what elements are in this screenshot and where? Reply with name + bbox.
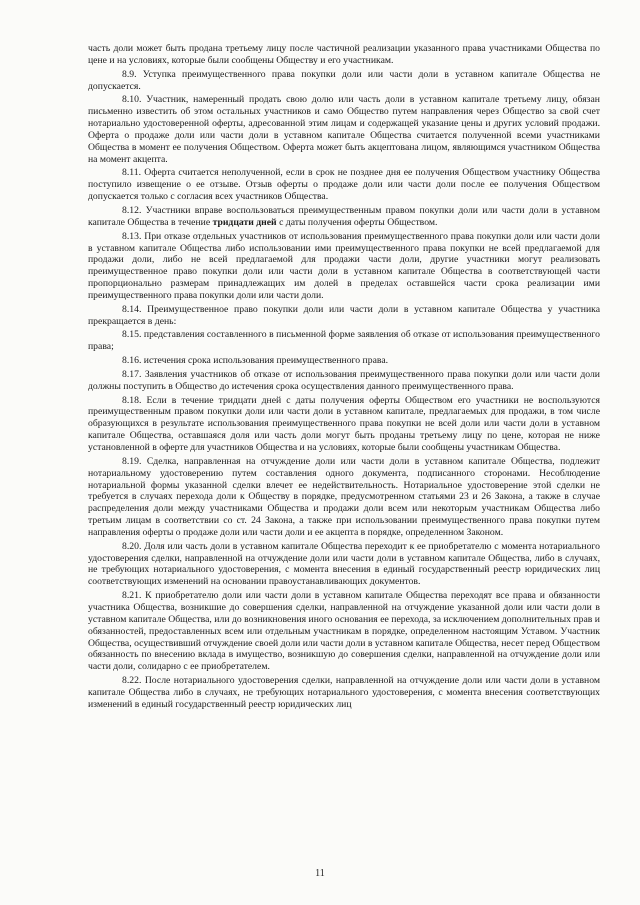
paragraph: часть доли может быть продана третьему лицу после частичной реализации указанного права участниками Общества по цене и на условиях, которые были сообщены Обществу и его участникам. <box>88 43 600 66</box>
paragraph-8-22: 8.22. После нотариального удостоверения сделки, направленной на отчуждение доли или части доли в уставном капитале Общества либо в случаях, не требующих нотариального удостоверения, с момента внесения соответствующих изменений в единый государственный реестр юридических лиц <box>88 675 600 710</box>
paragraph-8-11: 8.11. Оферта считается неполученной, если в срок не позднее дня ее получения Обществом участнику Общества поступило извещение о ее отзыве. Отзыв оферты о продаже доли или части доли после ее получения Обществом допускается только с согласия всех участников Общества. <box>88 167 600 203</box>
paragraph-8-12-start: 8.12. Участники вправе воспользоваться преимущественным правом покупки доли или части доли в уставном капитале Общества в течение <box>88 204 600 228</box>
paragraph-8-21: 8.21. К приобретателю доли или части доли в уставном капитале Общества переходят все права и обязанности участника Общества, возникшие до совершения сделки, направленной на отчуждение указанной доли или части доли в уставном капитале Общества, или до возникновения иного основания ее перехода, за исключением дополнительных прав и обязанностей, предоставленных всем или отдельным участникам в порядке, определенном настоящим Уставом. Участник Общества, осуществивший отчуждение своей доли или части доли в уставном капитале Общества, несет перед Обществом обязанность по внесению вклада в имущество, возникшую до совершения сделки, направленной на отчуждение доли или части доли, солидарно с ее приобретателем. <box>88 590 600 673</box>
paragraph-8-9: 8.9. Уступка преимущественного права покупки доли или части доли в уставном капитале Общества не допускается. <box>88 68 600 92</box>
document-body <box>88 43 600 713</box>
paragraph-8-17: 8.17. Заявления участников об отказе от использования преимущественного права покупки доли или части доли должны поступить в Общество до истечения срока осуществления данного преимущественного права. <box>88 368 600 392</box>
paragraph-8-19: 8.19. Сделка, направленная на отчуждение доли или части доли в уставном капитале Общества, подлежит нотариальному удостоверению путем составления одного документа, подписанного сторонами. Несоблюдение нотариальной формы указанной сделки влечет ее недействительность. Нотариальное удостоверение этой сделки не требуется в случаях перехода доли к Обществу в порядке, предусмотренном статьями 23 и 26 Закона, а также в случае распределения доли между участниками Общества и продажи доли всем или некоторым участникам Общества либо третьим лицам в соответствии со ст. 24 Закона, а также при использовании преимущественного права покупки путем направления оферты о продаже доли или части доли и ее акцепта в порядке, определенном Законом. <box>88 455 600 538</box>
paragraph-8-18: 8.18. Если в течение тридцати дней с даты получения оферты Обществом его участники не воспользуются преимущественным правом покупки доли или части доли в уставном капитале, предлагаемых для продажи, в том числе образующихся в результате использования преимущественного права покупки не всей доли или части доли в уставном капитале Общества, оставшаяся доля или часть доли могут быть проданы третьему лицу по цене, которая не ниже установленной в оферте для участников Общества и на условиях, которые были сообщены участникам Общества. <box>88 394 600 453</box>
paragraph-8-16: 8.16. истечения срока использования преимущественного права. <box>122 355 389 367</box>
page-number: 11 <box>315 868 325 879</box>
paragraph-8-15: 8.15. представления составленного в письменной форме заявления об отказе от использования преимущественного права; <box>88 329 600 353</box>
paragraph-8-12-end: с даты получения оферты Обществом. <box>276 216 438 228</box>
paragraph-8-12-bold: тридцати дней <box>212 216 277 228</box>
paragraph-8-12 <box>88 205 600 229</box>
paragraph-8-13: 8.13. При отказе отдельных участников от использования преимущественного права покупки доли или части доли в уставном капитале Общества либо использовании ими преимущественного права покупки не всей предлагаемой для продажи доли, либо не всей предлагаемой для продажи части доли, другие участники могут реализовать преимущественное право покупки доли или части доли в уставном капитале Общества в соответствующей части пропорционально размерам принадлежащих им долей в пределах оставшейся части срока реализации ими преимущественного права покупки доли или части доли. <box>88 230 600 301</box>
paragraph-8-10: 8.10. Участник, намеренный продать свою долю или часть доли в уставном капитале третьему лицу, обязан письменно известить об этом остальных участников и само Общество путем направления через Общество за свой счет нотариально удостоверенной оферты, адресованной этим лицам и содержащей указание цены и других условий продажи. Оферта о продаже доли или части доли в уставном капитале Общества считается полученной всеми участниками Общества в момент ее получения Обществом. Оферта может быть акцептована лицом, являющимся участником Общества на момент акцепта. <box>88 94 600 165</box>
paragraph-8-14: 8.14. Преимущественное право покупки доли или части доли в уставном капитале Общества у участника прекращается в день: <box>88 303 600 327</box>
paragraph-8-20: 8.20. Доля или часть доли в уставном капитале Общества переходит к ее приобретателю с момента нотариального удостоверения сделки, направленной на отчуждение доли или части доли в уставном капитале Общества, либо в случаях, не требующих нотариального удостоверения, с момента внесения в единый государственный реестр юридических лиц соответствующих изменений на основании правоустанавливающих документов. <box>88 540 600 588</box>
